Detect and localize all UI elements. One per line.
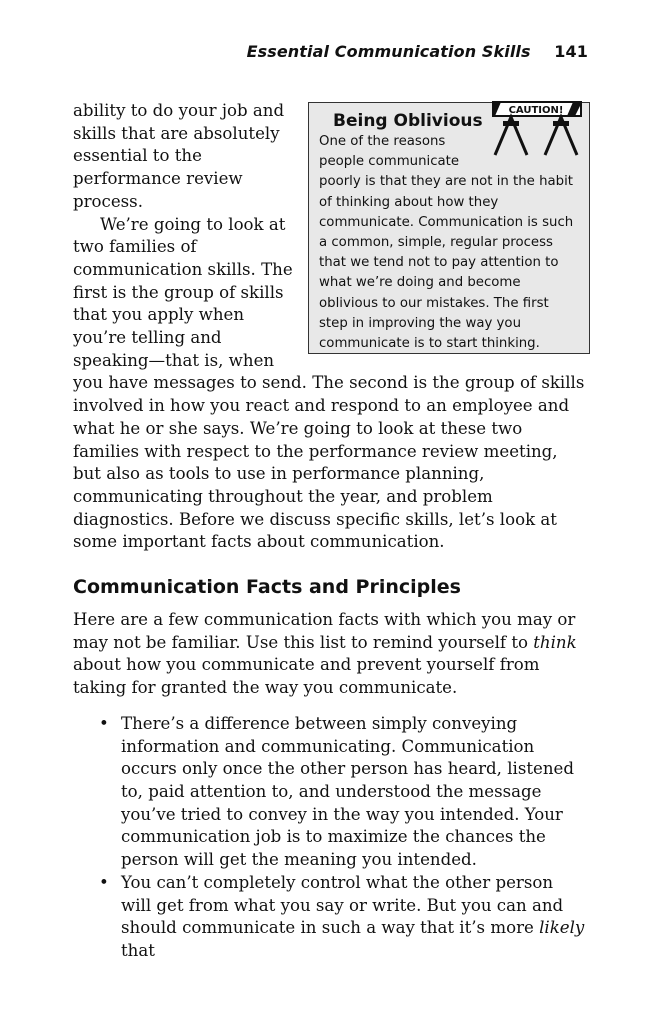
section-para-text-1: Here are a few communication facts with which you may or may not be familiar. Use this list to remind yourself to: [73, 610, 576, 652]
intro-paragraph-2: We’re going to look at two families of communication skills. The first is the group of skills that you apply when you’re telling and speaking—that is, when you have messages to send. The second is the group of skills involved in how you react and respond to an employee and what he or she says. We’re going to look at these two families with respect to the performance review meeting, but also as tools to use in performance planning, communicating throughout the year, and problem diagnostics. Before we discuss specific skills, let’s look at some important facts about communication.: [73, 214, 585, 552]
section-paragraph: [73, 609, 588, 700]
bullet-glyph: •: [99, 872, 109, 892]
list-item: [99, 872, 588, 963]
intro-paragraph-1: ability to do your job and skills that are absolutely essential to the performance review process.: [73, 101, 285, 211]
caution-barrier-icon: [489, 99, 585, 157]
list-item-text: There’s a difference between simply conveying information and communicating. Communication occurs only once the other person has heard, listened to, paid attention to, and understood the message you’ve tried to convey in the way you intended. Your communication job is to maximize the chances the person will get the meaning you intended.: [121, 713, 574, 870]
list-item-text-1: You can’t completely control what the other person will get from what you say or write. But you can and should communicate in such a way that it’s more: [121, 872, 564, 938]
list-item-text-2: that: [121, 940, 155, 960]
section-heading: Communication Facts and Principles: [73, 576, 461, 599]
running-header: [247, 42, 588, 61]
caution-badge-text: CAUTION!: [508, 105, 564, 116]
sidebar-body: One of the reasons people communicate poorly is that they are not in the habit of thinking about how they communicate. Communication is such a common, simple, regular process that we tend not to pay attention to what we’re doing and become oblivious to our mistakes. The first step in improving the way you communicate is to start thinking.: [319, 134, 574, 352]
bullet-glyph: •: [99, 713, 109, 733]
list-item-italic: likely: [539, 918, 585, 938]
list-item: [99, 713, 588, 872]
sidebar-title: Being Oblivious: [333, 111, 483, 131]
page-number: 141: [554, 42, 588, 61]
page-body: [73, 100, 588, 963]
header-title: Essential Communication Skills: [246, 42, 531, 61]
section-para-text-2: about how you communicate and prevent yourself from taking for granted the way you communicate.: [73, 655, 540, 698]
facts-list: [99, 713, 588, 963]
caution-sidebar: [308, 102, 590, 354]
section-para-think: think: [533, 632, 577, 652]
